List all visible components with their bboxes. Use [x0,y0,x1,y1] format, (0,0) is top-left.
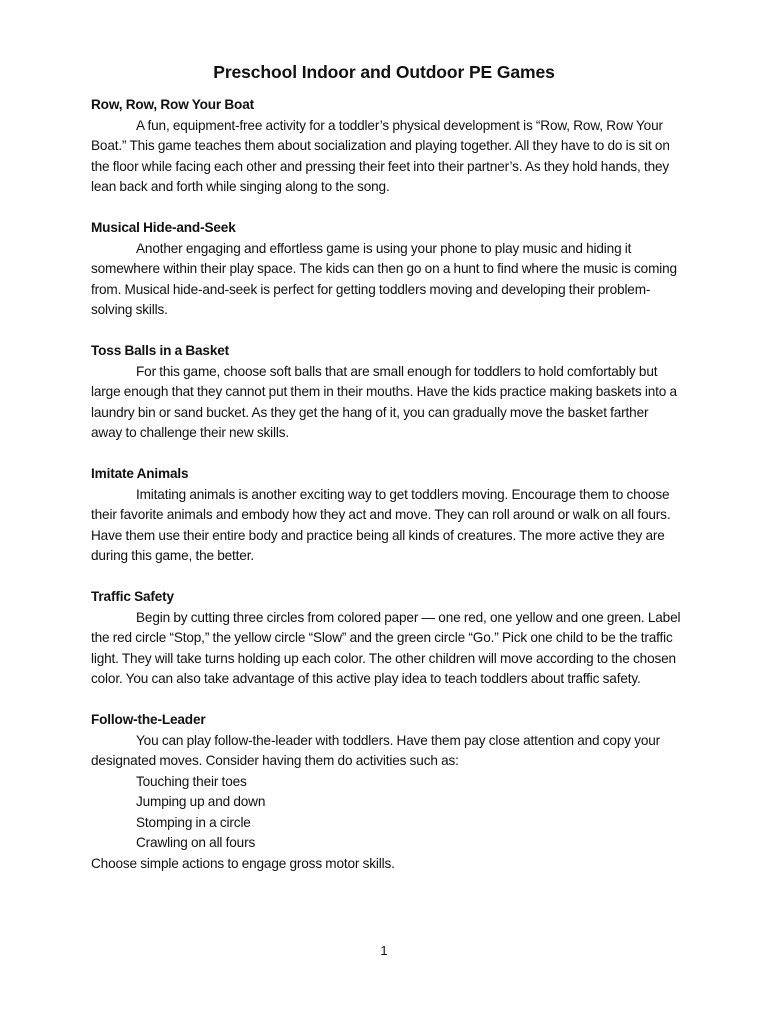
section-paragraph: You can play follow-the-leader with toddlers. Have them pay close attention and copy your designated moves. Consider having them do activities such as: [91,732,661,768]
page-title: Preschool Indoor and Outdoor PE Games [213,62,555,82]
section-traffic-safety [91,587,681,690]
section-paragraph: Begin by cutting three circles from colored paper — one red, one yellow and one green. Label the red circle “Stop,” the yellow circle “Slow” and the green circle “Go.” Pick one child to be the traffic light. They will take turns holding up each color. The other children will move according to the chosen color. You can also take advantage of this active play idea to teach toddlers about traffic safety. [91,609,681,686]
activity-item: Stomping in a circle [136,814,251,830]
section-paragraph: A fun, equipment-free activity for a toddler’s physical development is “Row, Row, Row Your Boat.” This game teaches them about socialization and playing together. All they have to do is sit on the floor while facing each other and pressing their feet into their partner’s. As they hold hands, they lean back and forth while singing along to the song. [91,117,670,194]
section-heading: Imitate Animals [91,466,189,481]
section-toss-balls-in-a-basket [91,341,681,444]
activity-item: Jumping up and down [136,794,266,809]
activity-item: Crawling on all fours [136,835,256,850]
section-row-row-row-your-boat [91,95,681,198]
section-paragraph: Another engaging and effortless game is using your phone to play music and hiding it somewhere within their play space. The kids can then go on a hunt to find where the music is coming from. Musical hide-and-seek is perfect for getting toddlers moving and developing their problem-solving skills. [91,240,677,317]
section-heading: Musical Hide-and-Seek [91,220,236,235]
section-musical-hide-and-seek [91,218,681,321]
page-number: 1 [380,943,388,958]
section-heading: Row, Row, Row Your Boat [91,97,255,112]
document-body [91,95,681,895]
section-follow-the-leader [91,710,681,874]
section-paragraph: For this game, choose soft balls that are small enough for toddlers to hold comfortably but large enough that they cannot put them in their mouths. Have the kids practice making baskets into a laundry bin or sand bucket. As they get the hang of it, you can gradually move the basket farther away to challenge their new skills. [91,363,677,440]
section-paragraph: Imitating animals is another exciting way to get toddlers moving. Encourage them to choose their favorite animals and embody how they act and move. They can roll around or walk on all fours. Have them use their entire body and practice being all kinds of creatures. The more active they are during this game, the better. [91,486,671,563]
section-imitate-animals [91,464,681,567]
section-heading: Traffic Safety [91,589,174,604]
activity-item: Touching their toes [136,773,247,789]
section-heading: Toss Balls in a Basket [91,343,230,358]
section-heading: Follow-the-Leader [91,712,206,727]
closing-line: Choose simple actions to engage gross motor skills. [91,855,395,871]
